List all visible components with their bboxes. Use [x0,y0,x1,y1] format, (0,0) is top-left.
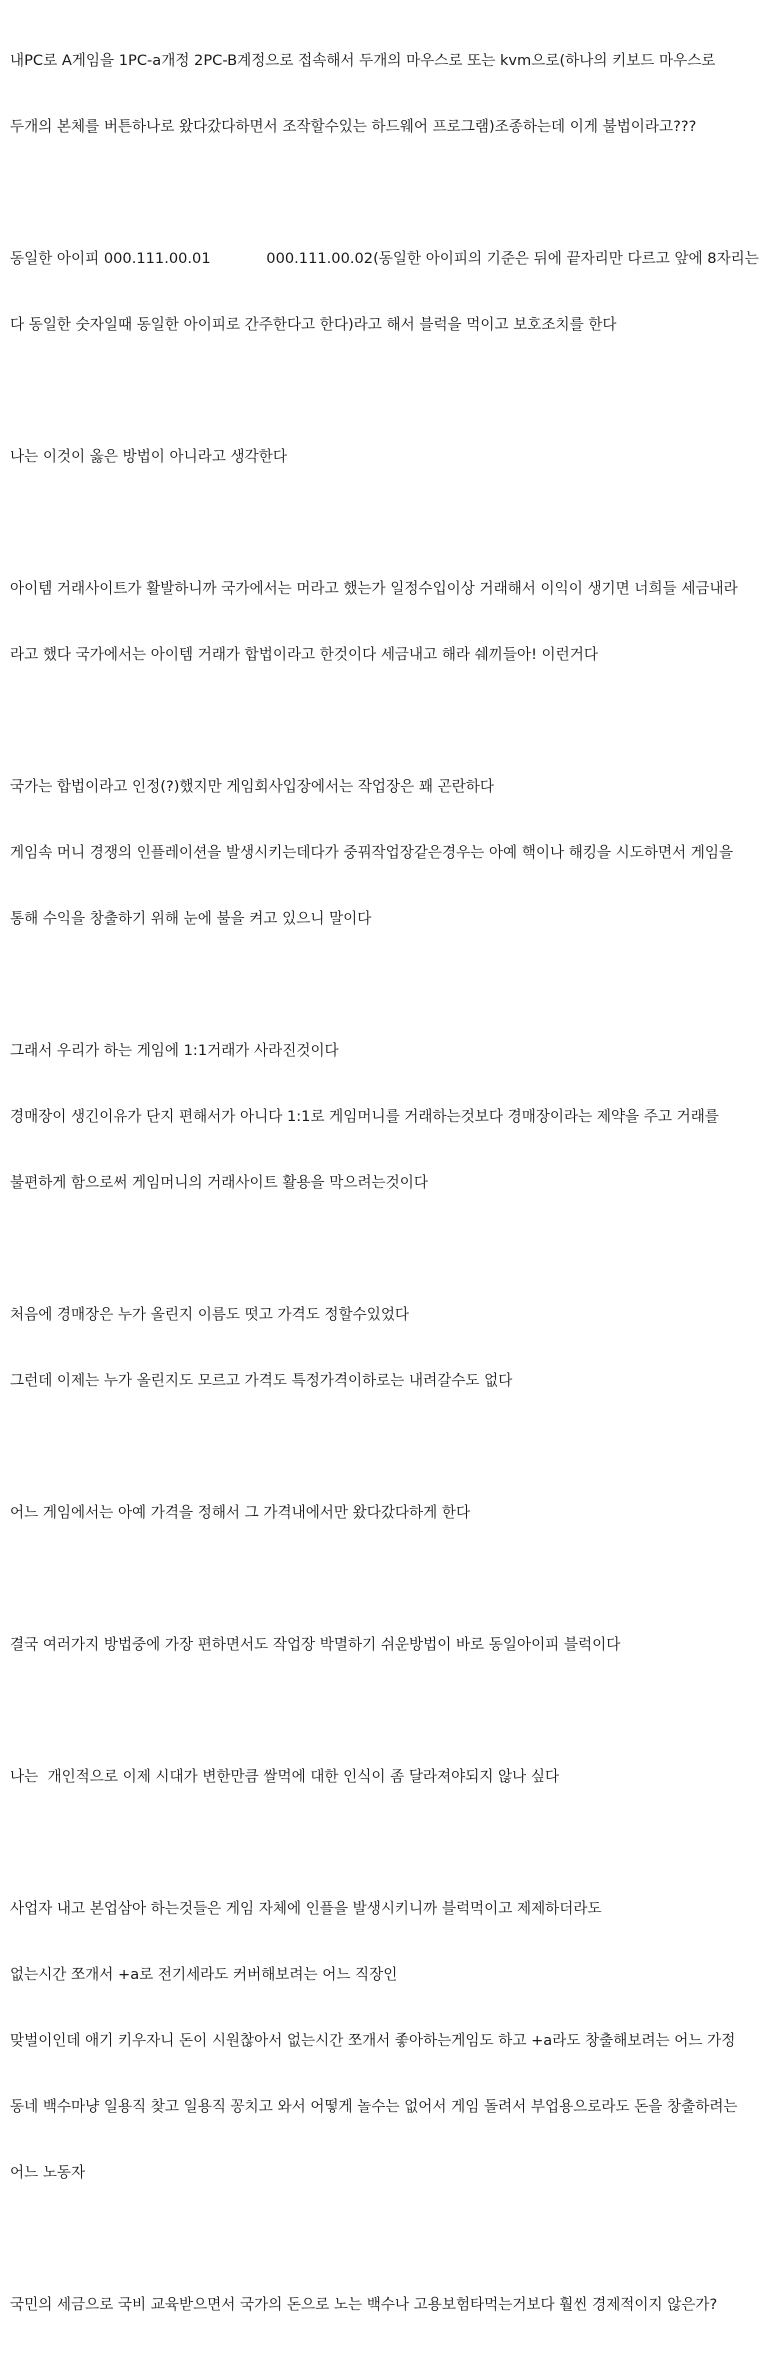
text-line: 두개의 본체를 버튼하나로 왔다갔다하면서 조작할수있는 하드웨어 프로그램)조종하는데 이게 불법이라고??? [10,118,697,135]
paragraph-opinion [10,402,772,512]
text-line: 다 동일한 숫자일때 동일한 아이피로 간주한다고 한다)라고 해서 블럭을 먹이고 보호조치를 한다 [10,316,617,333]
text-line: 경매장이 생긴이유가 단지 편해서가 아니다 1:1로 게임머니를 거래하는것보다 경매장이라는 제약을 주고 거래를 [10,1108,719,1125]
text-line: 국민의 세금으로 국비 교육받으면서 국가의 돈으로 노는 백수나 고용보험타먹는거보다 훨씬 경제적이지 않은가? [10,2296,718,2313]
text-line: 불편하게 함으로써 게임머니의 거래사이트 활용을 막으려는것이다 [10,1174,428,1191]
text-line: 없는시간 쪼개서 +a로 전기세라도 커버해보려는 어느 직장인 [10,1966,398,1983]
text-line: 처음에 경매장은 누가 올린지 이름도 떳고 가격도 정할수있었다 [10,1306,410,1323]
paragraph-auction-reason [10,996,772,1238]
paragraph-conclusion [10,2250,772,2360]
text-line: 라고 했다 국가에서는 아이템 거래가 합법이라고 한것이다 세금내고 해라 쉐끼들아! 이런거다 [10,646,598,663]
text-line: 나는 개인적으로 이제 시대가 변한만큼 쌀먹에 대한 인식이 좀 달라져야되지 않나 싶다 [10,1768,560,1785]
text-line: 나는 이것이 옳은 방법이 아니라고 생각한다 [10,448,287,465]
paragraph-examples [10,1854,772,2228]
paragraph-item-trade-tax [10,534,772,710]
text-line: 어느 노동자 [10,2164,86,2181]
document-body [10,6,772,2360]
text-line: 그래서 우리가 하는 게임에 1:1거래가 사라진것이다 [10,1042,339,1059]
text-line: 국가는 합법이라고 인정(?)했지만 게임회사입장에서는 작업장은 꽤 곤란하다 [10,778,494,795]
text-line: 동네 백수마냥 일용직 찾고 일용직 꽁치고 와서 어떻게 놀수는 없어서 게임 돌려서 부업용으로라도 돈을 창출하려는 [10,2098,738,2115]
text-line: 내PC로 A게임을 1PC-a개정 2PC-B계정으로 접속해서 두개의 마우스로 또는 kvm으로(하나의 키보드 마우스로 [10,52,716,69]
text-line: 게임속 머니 경쟁의 인플레이션을 발생시키는데다가 중꿔작업장같은경우는 아예 핵이나 해킹을 시도하면서 게임을 [10,844,734,861]
paragraph-auction-changes [10,1260,772,1436]
paragraph-same-ip-rule [10,204,772,380]
text-line: 어느 게임에서는 아예 가격을 정해서 그 가격내에서만 왔다갔다하게 한다 [10,1504,471,1521]
paragraph-multi-pc-question [10,6,772,182]
text-line: 통해 수익을 창출하기 위해 눈에 불을 켜고 있으니 말이다 [10,910,372,927]
text-line: 맞벌이인데 애기 키우자니 돈이 시원찮아서 없는시간 쪼개서 좋아하는게임도 하고 +a라도 창출해보려는 어느 가정 [10,2032,736,2049]
text-line: 사업자 내고 본업삼아 하는것들은 게임 자체에 인플을 발생시키니까 블럭먹이고 제제하더라도 [10,1900,602,1917]
paragraph-ip-block-method [10,1590,772,1700]
text-line: 동일한 아이피 000.111.00.01 000.111.00.02(동일한 아이피의 기준은 뒤에 끝자리만 다르고 앞에 8자리는 [10,250,759,267]
text-line: 결국 여러가지 방법중에 가장 편하면서도 작업장 박멸하기 쉬운방법이 바로 동일아이피 블럭이다 [10,1636,621,1653]
text-line: 아이템 거래사이트가 활발하니까 국가에서는 머라고 했는가 일정수입이상 거래해서 이익이 생기면 너희들 세금내라 [10,580,738,597]
paragraph-game-company-stance [10,732,772,974]
paragraph-perception-change [10,1722,772,1832]
text-line: 그런데 이제는 누가 올린지도 모르고 가격도 특정가격이하로는 내려갈수도 없다 [10,1372,513,1389]
paragraph-fixed-price [10,1458,772,1568]
